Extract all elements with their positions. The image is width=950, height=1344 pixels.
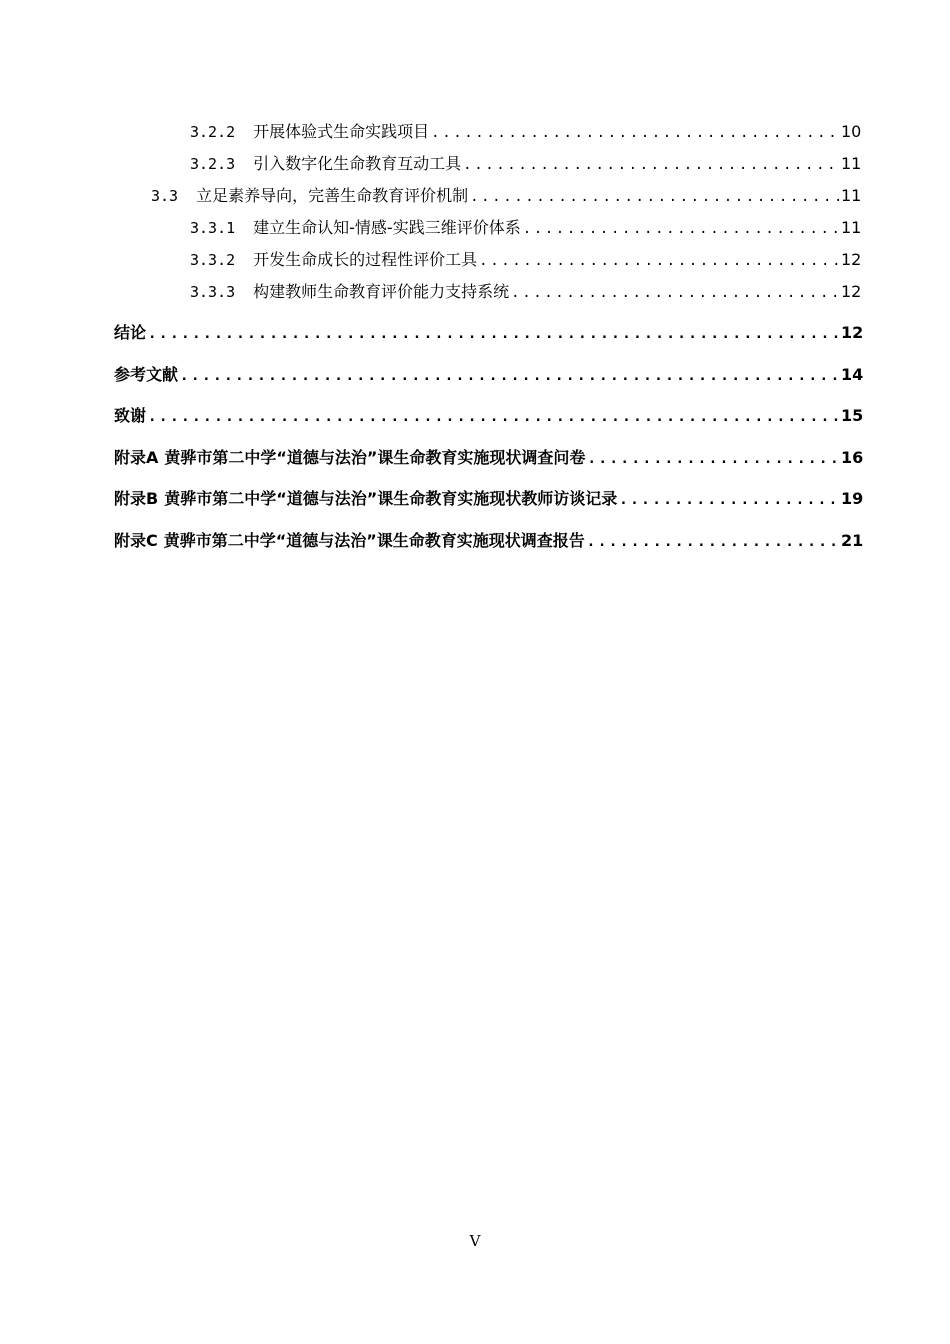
toc-entry-page: 12 xyxy=(841,323,864,342)
toc-entry-3-3[interactable] xyxy=(151,185,862,207)
toc-entry-page: 19 xyxy=(841,489,864,508)
toc-entry-number: 3.3.1 xyxy=(190,219,236,237)
toc-entry-title: 开发生命成长的过程性评价工具 xyxy=(253,250,478,269)
toc-entry-title: 参考文献 xyxy=(114,365,179,384)
toc-entry-title: 立足素养导向，完善生命教育评价机制 xyxy=(196,186,469,205)
dot-leader xyxy=(431,122,839,144)
toc-entry-number: 附录C xyxy=(114,531,158,550)
toc-entry-title: 建立生命认知-情感-实践三维评价体系 xyxy=(253,218,521,237)
toc-entry-3-2-3[interactable] xyxy=(190,153,862,175)
dot-leader xyxy=(523,218,839,240)
toc-entry-number: 3.3.2 xyxy=(190,251,236,269)
toc-entry-page: 16 xyxy=(841,448,864,467)
toc-entry-page: 14 xyxy=(841,365,864,384)
toc-entry-appendix-b[interactable] xyxy=(114,488,864,510)
toc-entry-conclusion[interactable] xyxy=(114,322,864,344)
page-number: V xyxy=(469,1232,481,1250)
toc-entry-title: 开展体验式生命实践项目 xyxy=(253,122,430,141)
toc-entry-number: 附录A xyxy=(114,448,159,467)
toc-entry-number: 3.3.3 xyxy=(190,283,236,301)
dot-leader xyxy=(470,186,839,208)
dot-leader xyxy=(587,448,839,470)
toc-entry-title: 黄骅市第二中学“道德与法治”课生命教育实施现状调查报告 xyxy=(163,531,585,550)
toc-entry-page: 12 xyxy=(841,282,862,301)
dot-leader xyxy=(148,406,839,428)
toc-entry-title: 黄骅市第二中学“道德与法治”课生命教育实施现状教师访谈记录 xyxy=(164,489,618,508)
toc-entry-3-3-2[interactable] xyxy=(190,249,862,271)
toc-entry-3-2-2[interactable] xyxy=(190,121,862,143)
toc-entry-references[interactable] xyxy=(114,364,864,386)
toc-entry-page: 10 xyxy=(841,122,862,141)
toc-entry-page: 15 xyxy=(841,406,864,425)
toc-entry-acknowledgements[interactable] xyxy=(114,405,864,427)
toc-entry-number: 3.3 xyxy=(151,187,179,205)
dot-leader xyxy=(587,531,839,553)
dot-leader xyxy=(463,154,839,176)
toc-entry-3-3-3[interactable] xyxy=(190,281,862,303)
toc-entry-appendix-a[interactable] xyxy=(114,447,864,469)
dot-leader xyxy=(148,323,839,345)
toc-entry-3-3-1[interactable] xyxy=(190,217,862,239)
toc-entry-title: 引入数字化生命教育互动工具 xyxy=(253,154,462,173)
toc-entry-title: 黄骅市第二中学“道德与法治”课生命教育实施现状调查问卷 xyxy=(164,448,586,467)
toc-entry-page: 11 xyxy=(841,218,862,237)
dot-leader xyxy=(619,489,839,511)
dot-leader xyxy=(479,250,839,272)
toc-entry-title: 致谢 xyxy=(114,406,147,425)
dot-leader xyxy=(511,282,839,304)
toc-entry-page: 11 xyxy=(841,186,862,205)
dot-leader xyxy=(180,365,839,387)
toc-entry-appendix-c[interactable] xyxy=(114,530,864,552)
toc-entry-title: 构建教师生命教育评价能力支持系统 xyxy=(253,282,510,301)
toc-entry-number: 附录B xyxy=(114,489,159,508)
toc-entry-page: 21 xyxy=(841,531,864,550)
toc-entry-title: 结论 xyxy=(114,323,147,342)
toc-entry-page: 12 xyxy=(841,250,862,269)
toc-entry-page: 11 xyxy=(841,154,862,173)
toc-entry-number: 3.2.3 xyxy=(190,155,236,173)
toc-entry-number: 3.2.2 xyxy=(190,123,236,141)
